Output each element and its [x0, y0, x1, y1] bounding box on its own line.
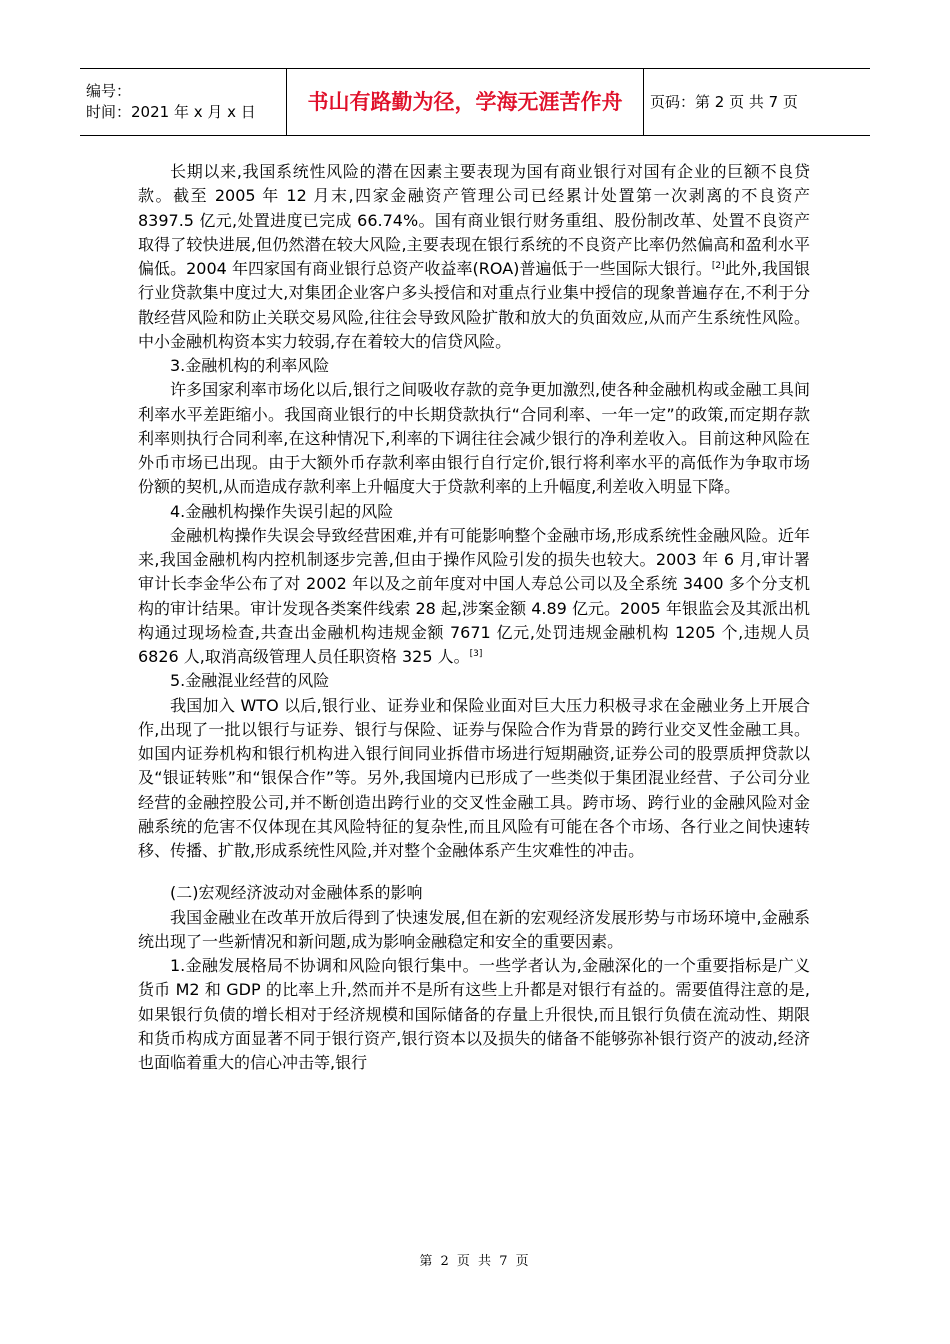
paragraph: 我国金融业在改革开放后得到了快速发展,但在新的宏观经济发展形势与市场环境中,金融系统出现了一些新情况和新问题,成为影响金融稳定和安全的重要因素。	[138, 907, 810, 951]
paragraph: 1.金融发展格局不协调和风险向银行集中。一些学者认为,金融深化的一个重要指标是广义货币 M2 和 GDP 的比率上升,然而并不是所有这些上升都是对银行有益的。需要值得注意的是,如果银行负债的增长相对于经济规模和国际储备的存量上升很快,而且银行负债在流动性、期限和货币构成方面显著不同于银行资产,银行资本以及损失的储备不能够弥补银行资产的波动,经济也面临着重大的信心冲击等,银行	[138, 956, 810, 1072]
document-date: 时间：2021 年 x 月 x 日	[86, 103, 256, 121]
paragraph: 许多国家利率市场化以后,银行之间吸收存款的竞争更加激烈,使各种金融机构或金融工具间利率水平差距缩小。我国商业银行的中长期贷款执行“合同利率、一年一定”的政策,而定期存款利率则执行合同利率,在这种情况下,利率的下调往往会减少银行的净利差收入。目前这种风险在外币市场已出现。由于大额外币存款利率由银行自行定价,银行将利率水平的高低作为争取市场份额的契机,从而造成存款利率上升幅度大于贷款利率的上升幅度,利差收入明显下降。	[138, 380, 810, 497]
header-motto: 书山有路勤为径，学海无涯苦作舟	[287, 69, 644, 136]
page-header	[80, 68, 870, 136]
section-heading: 3.金融机构的利率风险	[170, 356, 330, 375]
paragraph: 长期以来,我国系统性风险的潜在因素主要表现为国有商业银行对国有企业的巨额不良贷款。截至 2005 年 12 月末,四家金融资产管理公司已经累计处置第一次剥离的不良资产 8397.5 亿元,处置进度已完成 66.74%。国有商业银行财务重组、股份制改革、处置不良资产取得了较快进展,但仍然潜在较大风险,主要表现在银行系统的不良资产比率仍然偏高和盈利水平偏低。2004 年四家国有商业银行总资产收益率(ROA)普遍低于一些国际大银行。[2]此外,我国银行业贷款集中度过大,对集团企业客户多头授信和对重点行业集中授信的现象普遍存在,不利于分散经营风险和防止关联交易风险,往往会导致风险扩散和放大的负面效应,从而产生系统性风险。中小金融机构资本实力较弱,存在着较大的信贷风险。	[138, 162, 810, 351]
paragraph: 我国加入 WTO 以后,银行业、证券业和保险业面对巨大压力积极寻求在金融业务上开展合作,出现了一批以银行与证券、银行与保险、证券与保险合作为背景的跨行业交叉性金融工具。如国内证券机构和银行机构进入银行间同业拆借市场进行短期融资,证券公司的股票质押贷款以及“银证转账”和“银保合作”等。另外,我国境内已形成了一些类似于集团混业经营、子公司分业经营的金融控股公司,并不断创造出跨行业的交叉性金融工具。跨市场、跨行业的金融风险对金融系统的危害不仅体现在其风险特征的复杂性,而且风险有可能在各个市场、各行业之间快速转移、传播、扩散,形成系统性风险,并对整个金融体系产生灾难性的冲击。	[138, 695, 810, 860]
page-footer: 第 2 页 共 7 页	[419, 1254, 531, 1269]
section-heading: 5.金融混业经营的风险	[170, 671, 330, 691]
document-number: 编号：	[86, 82, 132, 100]
header-page-number: 页码：第 2 页 共 7 页	[644, 69, 871, 136]
paragraph: 金融机构操作失误会导致经营困难,并有可能影响整个金融市场,形成系统性金融风险。近年来,我国金融机构内控机制逐步完善,但由于操作风险引发的损失也较大。2003 年 6 月,审计署审计长李金华公布了对 2002 年以及之前年度对中国人寿总公司以及全系统 3400 多个分支机构的审计结果。审计发现各类案件线索 28 起,涉案金额 4.89 亿元。2005 年银监会及其派出机构通过现场检查,共查出金融机构违规金额 7671 亿元,处罚违规金融机构 1205 个,违规人员 6826 人,取消高级管理人员任职资格 325 人。[3]	[138, 525, 810, 666]
citation: [3]	[469, 649, 483, 659]
section-heading: 4.金融机构操作失误引起的风险	[170, 501, 394, 521]
citation: [2]	[711, 261, 725, 271]
section-heading: (二)宏观经济波动对金融体系的影响	[170, 883, 423, 903]
document-body	[138, 160, 810, 1075]
header-meta	[80, 69, 287, 136]
